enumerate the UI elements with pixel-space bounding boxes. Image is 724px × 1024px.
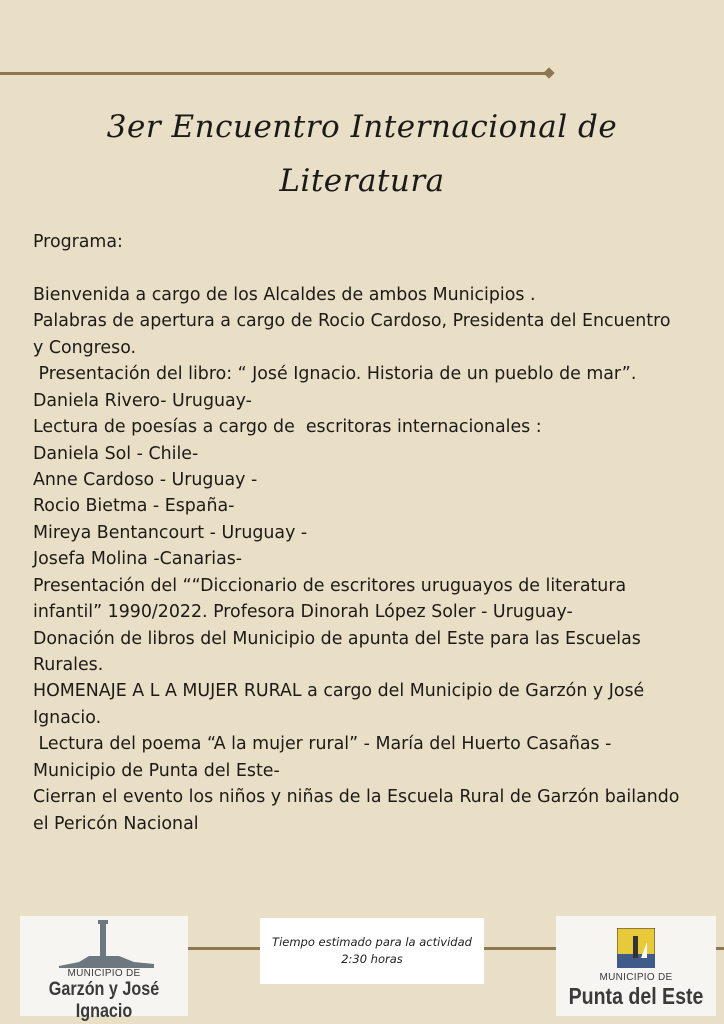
program-line: Palabras de apertura a cargo de Rocio Cardoso, Presidenta del Encuentro [33, 311, 671, 332]
program-line: y Congreso. [33, 337, 137, 358]
program-line: Lectura de poesías a cargo de escritoras internacionales : [33, 417, 542, 438]
lighthouse-icon [49, 918, 159, 968]
program-line: Josefa Molina -Canarias- [33, 549, 243, 570]
logo-right-small: MUNICIPIO DE [599, 972, 673, 983]
program-line: Municipio de Punta del Este- [33, 760, 280, 781]
program-line: Bienvenida a cargo de los Alcaldes de ambos Municipios . [33, 284, 536, 305]
title-line-1: 3er Encuentro Internacional de [106, 109, 618, 145]
coat-of-arms-icon [617, 928, 655, 968]
time-estimate-box [260, 918, 484, 984]
program-line: el Pericón Nacional [33, 813, 199, 834]
program-line: Anne Cardoso - Uruguay - [33, 469, 258, 490]
title-line-2: Literatura [279, 163, 445, 199]
program-line: Mireya Bentancourt - Uruguay - [33, 522, 308, 543]
program-heading: Programa: [33, 232, 123, 252]
program-line: Daniela Rivero- Uruguay- [33, 390, 252, 411]
logo-left-big: Garzón y José Ignacio [48, 979, 160, 1022]
time-line-1: Tiempo estimado para la actividad [272, 935, 472, 949]
program-line: Rocio Bietma - España- [33, 496, 235, 517]
program-line: infantil” 1990/2022. Profesora Dinorah López Soler - Uruguay- [33, 602, 573, 623]
program-line: HOMENAJE A L A MUJER RURAL a cargo del Municipio de Garzón y José [33, 681, 645, 702]
punta-del-este-logo [556, 916, 716, 1016]
program-line: Ignacio. [33, 707, 102, 728]
garzon-logo [20, 916, 188, 1022]
program-line: Daniela Sol - Chile- [33, 443, 199, 464]
logo-right-big: Punta del Este [568, 983, 704, 1009]
program-lines [33, 282, 703, 837]
divider-diamond [543, 67, 554, 78]
program-line: Presentación del ““Diccionario de escritores uruguayos de literatura [33, 575, 627, 596]
program-body [33, 229, 703, 837]
spacer [33, 255, 703, 281]
program-line: Donación de libros del Municipio de apunta del Este para las Escuelas [33, 628, 641, 649]
program-line: Presentación del libro: “ José Ignacio. Historia de un pueblo de mar”. [33, 364, 637, 385]
time-line-2: 2:30 horas [341, 952, 403, 966]
program-line: Cierran el evento los niños y niñas de la Escuela Rural de Garzón bailando [33, 787, 680, 808]
program-line: Rurales. [33, 655, 104, 675]
logo-left-small: MUNICIPIO DE [67, 968, 141, 979]
program-line: Lectura del poema “A la mujer rural” - María del Huerto Casañas - [33, 734, 612, 755]
top-divider [0, 72, 548, 75]
page-title [0, 100, 724, 208]
